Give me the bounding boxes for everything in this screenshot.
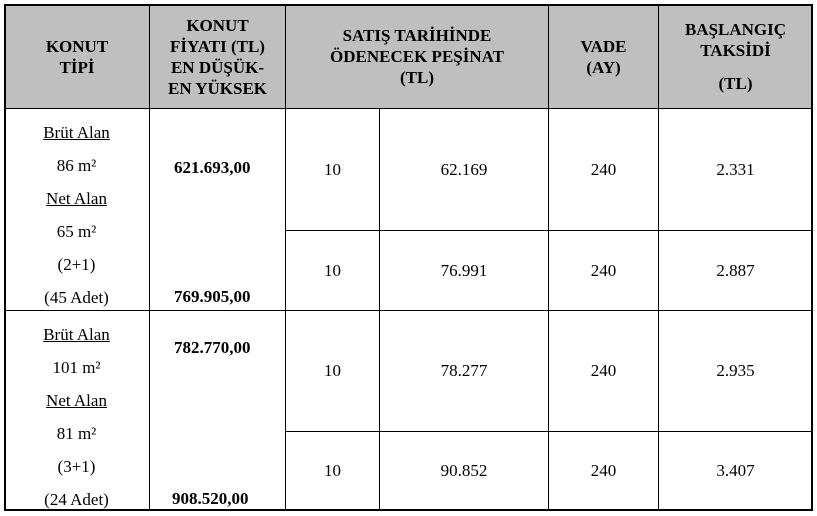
header-line: TAKSİDİ <box>700 41 771 60</box>
room-count: (2+1) <box>57 255 96 274</box>
taksit-value: 2.935 <box>658 310 813 432</box>
taksit-value: 3.407 <box>658 431 813 511</box>
net-alan-value: 81 m² <box>56 424 97 443</box>
konut-tipi-group-1 <box>4 116 149 314</box>
header-line: ÖDENECEK PEŞİNAT <box>330 47 504 66</box>
pesinat-amount: 78.277 <box>379 310 549 432</box>
room-count: (3+1) <box>57 457 96 476</box>
brut-alan-value: 86 m² <box>56 156 97 175</box>
vade-value: 240 <box>548 431 659 511</box>
header-line: (AY) <box>586 57 621 77</box>
header-line: KONUT <box>45 36 109 56</box>
konut-tipi-group-2 <box>4 318 149 516</box>
header-line: BAŞLANGIÇ <box>684 20 787 39</box>
vade-value: 240 <box>548 108 659 231</box>
header-line: FİYATI (TL) <box>170 36 265 56</box>
pesinat-amount: 90.852 <box>379 431 549 511</box>
header-line: EN DÜŞÜK- <box>170 57 265 77</box>
header-taksit <box>658 4 813 109</box>
header-konut-tipi <box>4 4 150 109</box>
vade-value: 240 <box>548 310 659 432</box>
header-fiyat <box>149 4 286 109</box>
price-range-cell <box>149 108 286 311</box>
pesinat-percent: 10 <box>285 108 380 231</box>
unit-count: (24 Adet) <box>44 490 109 509</box>
payment-table <box>4 4 813 511</box>
header-pesinat <box>285 4 549 109</box>
brut-alan-label: Brüt Alan <box>43 123 110 142</box>
price-high: 769.905,00 <box>174 287 251 306</box>
net-alan-label: Net Alan <box>46 391 107 410</box>
pesinat-percent: 10 <box>285 431 380 511</box>
vade-value: 240 <box>548 230 659 311</box>
header-line: (TL) <box>400 68 434 87</box>
pesinat-amount: 76.991 <box>379 230 549 311</box>
price-low: 782.770,00 <box>174 338 251 357</box>
header-line: (TL) <box>718 74 753 93</box>
header-line: TİPİ <box>59 57 95 77</box>
taksit-value: 2.887 <box>658 230 813 311</box>
pesinat-amount: 62.169 <box>379 108 549 231</box>
header-line: VADE <box>580 36 627 56</box>
header-line: EN YÜKSEK <box>167 78 268 98</box>
price-high: 908.520,00 <box>172 489 249 508</box>
unit-count: (45 Adet) <box>44 288 109 307</box>
price-low: 621.693,00 <box>174 158 251 177</box>
header-vade <box>548 4 659 109</box>
net-alan-label: Net Alan <box>46 189 107 208</box>
header-line: SATIŞ TARİHİNDE <box>342 26 492 45</box>
pesinat-percent: 10 <box>285 310 380 432</box>
brut-alan-label: Brüt Alan <box>43 325 110 344</box>
header-line: KONUT <box>186 15 249 35</box>
pesinat-percent: 10 <box>285 230 380 311</box>
net-alan-value: 65 m² <box>56 222 97 241</box>
brut-alan-value: 101 m² <box>52 358 101 377</box>
taksit-value: 2.331 <box>658 108 813 231</box>
